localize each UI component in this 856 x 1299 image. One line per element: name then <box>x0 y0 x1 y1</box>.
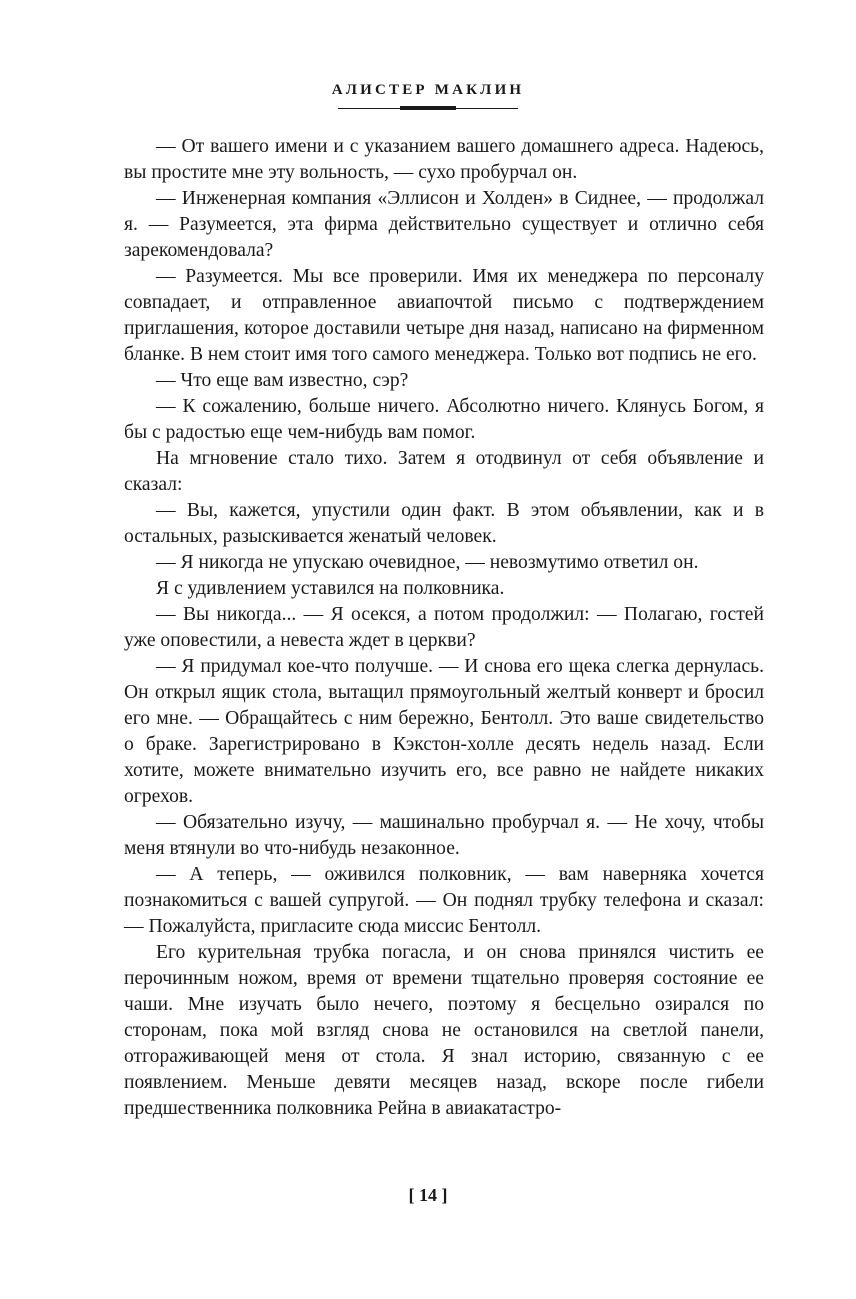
paragraph: — Вы, кажется, упустили один факт. В этом объявлении, как и в остальных, разыскивается женатый человек. <box>124 500 764 547</box>
page-body <box>124 134 764 1122</box>
paragraph: — А теперь, — оживился полковник, — вам наверняка хочется познакомиться с вашей супругой. — Он поднял трубку телефона и сказал: — Пожалуйста, пригласите сюда миссис Бентолл. <box>124 864 764 937</box>
running-title: АЛИСТЕР МАКЛИН <box>331 82 525 98</box>
paragraph: — Я придумал кое-что получше. — И снова его щека слегка дернулась. Он открыл ящик стола, вытащил прямоугольный желтый конверт и бросил его мне. — Обращайтесь с ним бережно, Бентолл. Это ваше свидетельство о браке. Зарегистрировано в Кэкстон-холле десять недель назад. Если хотите, можете внимательно изучить его, все равно не найдете никаких огрехов. <box>124 656 764 807</box>
paragraph: — От вашего имени и с указанием вашего домашнего адреса. Надеюсь, вы простите мне эту вольность, — сухо пробурчал он. <box>124 136 764 183</box>
paragraph: — Вы никогда... — Я осекся, а потом продолжил: — Полагаю, гостей уже оповестили, а невеста ждет в церкви? <box>124 604 764 651</box>
header-rule-thick <box>400 106 456 110</box>
paragraph: — Разумеется. Мы все проверили. Имя их менеджера по персоналу совпадает, и отправленное авиапочтой письмо с подтверждением приглашения, которое доставили четыре дня назад, написано на фирменном бланке. В нем стоит имя того самого менеджера. Только вот подпись не его. <box>124 266 764 365</box>
paragraph: На мгновение стало тихо. Затем я отодвинул от себя объявление и сказал: <box>124 448 764 495</box>
paragraph: Его курительная трубка погасла, и он снова принялся чистить ее перочинным ножом, время от времени тщательно проверяя состояние ее чаши. Мне изучать было нечего, поэтому я бесцельно озирался по сторонам, пока мой взгляд снова не остановился на светлой панели, отгораживающей меня от стола. Я знал историю, связанную с ее появлением. Меньше девяти месяцев назад, вскоре после гибели предшественника полковника Рейна в авиакатастро- <box>124 942 764 1119</box>
paragraph: — Что еще вам известно, сэр? <box>156 370 409 391</box>
header-ornament-rule <box>338 106 518 111</box>
page-number: [ 14 ] <box>408 1185 448 1205</box>
running-header <box>0 82 856 111</box>
paragraph: — Инженерная компания «Эллисон и Холден» в Сиднее, — продолжал я. — Разумеется, эта фирма действительно существует и отлично себя зарекомендовала? <box>124 188 764 261</box>
paragraph: — К сожалению, больше ничего. Абсолютно ничего. Клянусь Богом, я бы с радостью еще чем-нибудь вам помог. <box>124 396 764 443</box>
paragraph: Я с удивлением уставился на полковника. <box>156 578 505 599</box>
paragraph: — Я никогда не упускаю очевидное, — невозмутимо ответил он. <box>156 552 699 573</box>
paragraph: — Обязательно изучу, — машинально пробурчал я. — Не хочу, чтобы меня втянули во что-нибудь незаконное. <box>124 812 764 859</box>
